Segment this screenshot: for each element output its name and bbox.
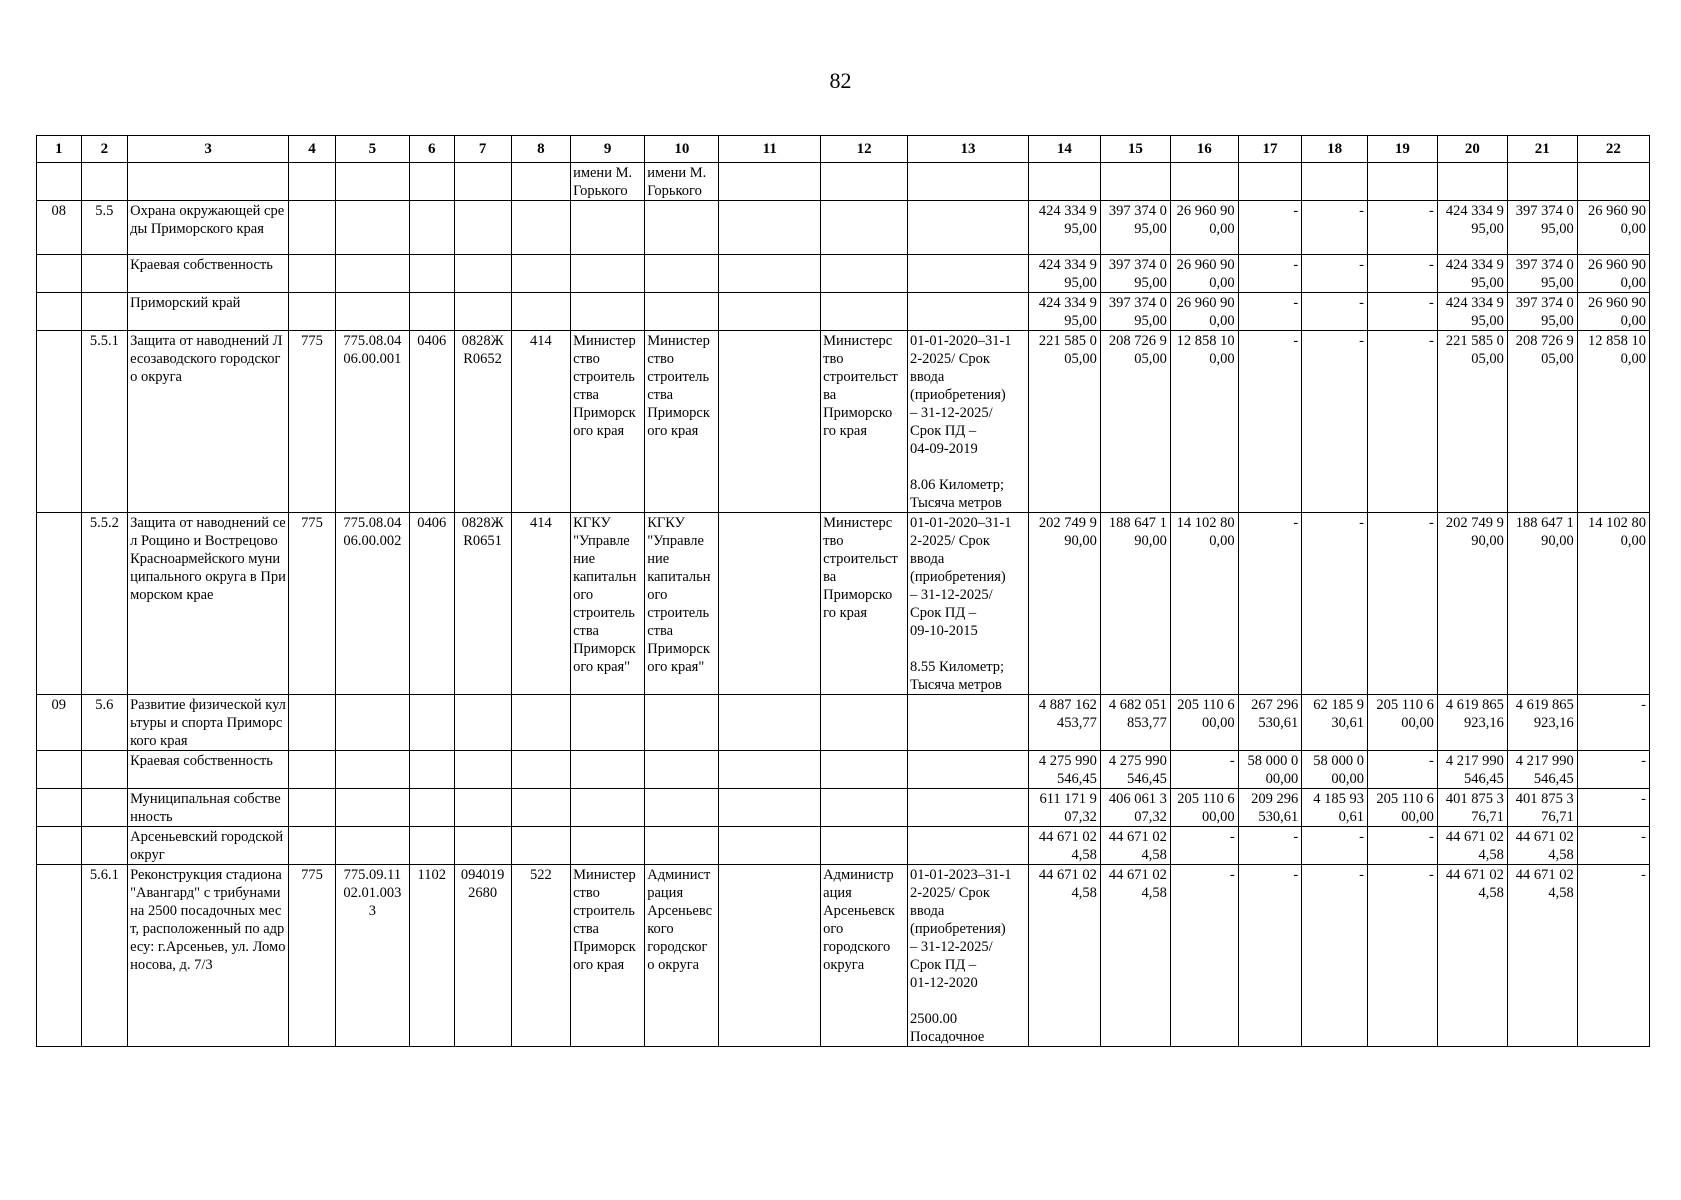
table-cell-col-15: 4 275 990 546,45 bbox=[1100, 751, 1170, 789]
col-header: 1 bbox=[37, 136, 82, 163]
table-cell-col-2 bbox=[81, 293, 128, 331]
table-cell-col-14: 424 334 9 95,00 bbox=[1028, 255, 1100, 293]
table-cell-col-21 bbox=[1507, 163, 1577, 201]
table-cell-col-16: 14 102 80 0,00 bbox=[1170, 513, 1238, 695]
table-cell-col-9: имени М. Горького bbox=[571, 163, 645, 201]
table-cell-col-11 bbox=[719, 163, 821, 201]
table-cell-col-12 bbox=[821, 789, 908, 827]
col-header: 14 bbox=[1028, 136, 1100, 163]
table-cell-col-9 bbox=[571, 255, 645, 293]
table-cell-col-22: 26 960 90 0,00 bbox=[1577, 201, 1649, 255]
table-cell-col-17: 267 296 530,61 bbox=[1238, 695, 1302, 751]
col-header: 3 bbox=[128, 136, 289, 163]
table-cell-col-3: Защита от наводнений сел Рощино и Вострецово Красноармейского муниципального округа в Приморском крае bbox=[128, 513, 289, 695]
table-cell-col-7 bbox=[454, 827, 511, 865]
table-cell-col-14: 424 334 9 95,00 bbox=[1028, 293, 1100, 331]
table-cell-col-2 bbox=[81, 827, 128, 865]
table-cell-col-2: 5.6 bbox=[81, 695, 128, 751]
table-cell-col-8 bbox=[511, 789, 570, 827]
table-cell-col-6 bbox=[410, 751, 455, 789]
col-header: 12 bbox=[821, 136, 908, 163]
table-cell-col-4 bbox=[289, 201, 336, 255]
table-cell-col-16: 26 960 90 0,00 bbox=[1170, 293, 1238, 331]
table-cell-col-8 bbox=[511, 751, 570, 789]
table-cell-col-2: 5.5 bbox=[81, 201, 128, 255]
budget-table bbox=[36, 135, 1650, 1047]
table-cell-col-13 bbox=[908, 827, 1029, 865]
table-cell-col-8 bbox=[511, 201, 570, 255]
table-cell-col-6: 0406 bbox=[410, 513, 455, 695]
table-cell-col-6 bbox=[410, 695, 455, 751]
table-cell-col-7 bbox=[454, 163, 511, 201]
table-cell-col-19: 205 110 6 00,00 bbox=[1367, 695, 1437, 751]
table-cell-col-20: 424 334 9 95,00 bbox=[1437, 293, 1507, 331]
col-header: 2 bbox=[81, 136, 128, 163]
table-cell-col-14: 4 887 162 453,77 bbox=[1028, 695, 1100, 751]
table-cell-col-7 bbox=[454, 255, 511, 293]
table-cell-col-2 bbox=[81, 751, 128, 789]
table-cell-col-19: - bbox=[1367, 513, 1437, 695]
table-cell-col-21: 397 374 0 95,00 bbox=[1507, 293, 1577, 331]
table-cell-col-13 bbox=[908, 293, 1029, 331]
table-cell-col-14: 4 275 990 546,45 bbox=[1028, 751, 1100, 789]
table-cell-col-12 bbox=[821, 827, 908, 865]
table-cell-col-17: - bbox=[1238, 865, 1302, 1047]
table-row bbox=[37, 293, 1650, 331]
table-cell-col-3: Защита от наводнений Лесозаводского городского округа bbox=[128, 331, 289, 513]
col-header: 15 bbox=[1100, 136, 1170, 163]
table-cell-col-19: - bbox=[1367, 827, 1437, 865]
table-cell-col-19: 205 110 6 00,00 bbox=[1367, 789, 1437, 827]
table-cell-col-19: - bbox=[1367, 255, 1437, 293]
table-cell-col-4 bbox=[289, 163, 336, 201]
table-row bbox=[37, 163, 1650, 201]
col-header: 16 bbox=[1170, 136, 1238, 163]
table-cell-col-16: 12 858 10 0,00 bbox=[1170, 331, 1238, 513]
table-cell-col-20: 202 749 9 90,00 bbox=[1437, 513, 1507, 695]
table-cell-col-12 bbox=[821, 163, 908, 201]
table-cell-col-20: 44 671 02 4,58 bbox=[1437, 827, 1507, 865]
table-cell-col-13 bbox=[908, 255, 1029, 293]
table-cell-col-16: - bbox=[1170, 751, 1238, 789]
table-cell-col-13: 01-01-2020–31-1 2-2025/ Срок ввода (приобретения) – 31-12-2025/ Срок ПД – 09-10-2015 8.55 Километр; Тысяча метров bbox=[908, 513, 1029, 695]
table-cell-col-13: 01-01-2023–31-1 2-2025/ Срок ввода (приобретения) – 31-12-2025/ Срок ПД – 01-12-2020 2500.00 Посадочное bbox=[908, 865, 1029, 1047]
table-cell-col-3: Муниципальная собственность bbox=[128, 789, 289, 827]
table-cell-col-2: 5.6.1 bbox=[81, 865, 128, 1047]
table-cell-col-21: 4 619 865 923,16 bbox=[1507, 695, 1577, 751]
table-row bbox=[37, 865, 1650, 1047]
table-cell-col-12 bbox=[821, 293, 908, 331]
table-cell-col-20: 4 619 865 923,16 bbox=[1437, 695, 1507, 751]
table-cell-col-18: - bbox=[1302, 201, 1368, 255]
table-cell-col-7: 094019 2680 bbox=[454, 865, 511, 1047]
table-cell-col-20: 401 875 3 76,71 bbox=[1437, 789, 1507, 827]
table-cell-col-1 bbox=[37, 751, 82, 789]
table-cell-col-18: 58 000 0 00,00 bbox=[1302, 751, 1368, 789]
table-cell-col-14 bbox=[1028, 163, 1100, 201]
table-cell-col-8 bbox=[511, 827, 570, 865]
table-cell-col-17: - bbox=[1238, 255, 1302, 293]
table-cell-col-22: - bbox=[1577, 865, 1649, 1047]
table-cell-col-9: КГКУ "Управле ние капитальн ого строитель ства Приморск ого края" bbox=[571, 513, 645, 695]
col-header: 7 bbox=[454, 136, 511, 163]
table-cell-col-4 bbox=[289, 695, 336, 751]
table-cell-col-17: 209 296 530,61 bbox=[1238, 789, 1302, 827]
table-cell-col-7: 0828Ж R0651 bbox=[454, 513, 511, 695]
table-row bbox=[37, 255, 1650, 293]
table-cell-col-15: 44 671 02 4,58 bbox=[1100, 827, 1170, 865]
table-cell-col-4 bbox=[289, 255, 336, 293]
table-cell-col-15: 188 647 1 90,00 bbox=[1100, 513, 1170, 695]
table-cell-col-21: 44 671 02 4,58 bbox=[1507, 865, 1577, 1047]
table-cell-col-10: Админист рация Арсеньевс кого городског о округа bbox=[645, 865, 719, 1047]
table-cell-col-10 bbox=[645, 293, 719, 331]
table-cell-col-2: 5.5.1 bbox=[81, 331, 128, 513]
table-cell-col-18: - bbox=[1302, 513, 1368, 695]
table-cell-col-5: 775.09.11 02.01.003 3 bbox=[335, 865, 409, 1047]
table-cell-col-1 bbox=[37, 255, 82, 293]
table-cell-col-9: Министер ство строитель ства Приморск ого края bbox=[571, 865, 645, 1047]
table-cell-col-7 bbox=[454, 695, 511, 751]
table-cell-col-11 bbox=[719, 513, 821, 695]
table-cell-col-18: - bbox=[1302, 827, 1368, 865]
table-cell-col-13: 01-01-2020–31-1 2-2025/ Срок ввода (приобретения) – 31-12-2025/ Срок ПД – 04-09-2019 8.06 Километр; Тысяча метров bbox=[908, 331, 1029, 513]
table-cell-col-2 bbox=[81, 255, 128, 293]
table-cell-col-1 bbox=[37, 827, 82, 865]
table-cell-col-9 bbox=[571, 751, 645, 789]
table-cell-col-4 bbox=[289, 293, 336, 331]
table-cell-col-16: 205 110 6 00,00 bbox=[1170, 695, 1238, 751]
table-cell-col-22: - bbox=[1577, 695, 1649, 751]
table-cell-col-8: 414 bbox=[511, 331, 570, 513]
col-header: 8 bbox=[511, 136, 570, 163]
table-cell-col-17: 58 000 0 00,00 bbox=[1238, 751, 1302, 789]
col-header: 4 bbox=[289, 136, 336, 163]
table-cell-col-20: 44 671 02 4,58 bbox=[1437, 865, 1507, 1047]
table-cell-col-11 bbox=[719, 751, 821, 789]
table-row bbox=[37, 751, 1650, 789]
table-cell-col-9 bbox=[571, 827, 645, 865]
table-cell-col-7 bbox=[454, 789, 511, 827]
table-cell-col-10 bbox=[645, 255, 719, 293]
table-row bbox=[37, 695, 1650, 751]
table-cell-col-14: 44 671 02 4,58 bbox=[1028, 827, 1100, 865]
table-cell-col-10: имени М. Горького bbox=[645, 163, 719, 201]
table-cell-col-6 bbox=[410, 255, 455, 293]
table-cell-col-3: Развитие физической культуры и спорта Приморского края bbox=[128, 695, 289, 751]
table-row bbox=[37, 789, 1650, 827]
table-cell-col-3: Реконструкция стадиона "Авангард" с трибунами на 2500 посадочных мест, расположенный по адресу: г.Арсеньев, ул. Ломоносова, д. 7/3 bbox=[128, 865, 289, 1047]
table-cell-col-1 bbox=[37, 789, 82, 827]
table-cell-col-6 bbox=[410, 201, 455, 255]
table-cell-col-21: 188 647 1 90,00 bbox=[1507, 513, 1577, 695]
col-header: 19 bbox=[1367, 136, 1437, 163]
table-cell-col-10 bbox=[645, 201, 719, 255]
table-cell-col-3: Приморский край bbox=[128, 293, 289, 331]
table-cell-col-19: - bbox=[1367, 865, 1437, 1047]
table-cell-col-2 bbox=[81, 163, 128, 201]
table-cell-col-11 bbox=[719, 331, 821, 513]
table-cell-col-13 bbox=[908, 695, 1029, 751]
table-cell-col-16 bbox=[1170, 163, 1238, 201]
table-cell-col-3: Краевая собственность bbox=[128, 255, 289, 293]
table-row bbox=[37, 513, 1650, 695]
table-cell-col-4: 775 bbox=[289, 865, 336, 1047]
table-cell-col-2 bbox=[81, 789, 128, 827]
table-cell-col-22: 12 858 10 0,00 bbox=[1577, 331, 1649, 513]
table-cell-col-10: КГКУ "Управле ние капитальн ого строитель ства Приморск ого края" bbox=[645, 513, 719, 695]
table-cell-col-8 bbox=[511, 163, 570, 201]
table-cell-col-5 bbox=[335, 789, 409, 827]
table-cell-col-1 bbox=[37, 293, 82, 331]
table-cell-col-11 bbox=[719, 789, 821, 827]
table-cell-col-8 bbox=[511, 255, 570, 293]
table-cell-col-16: 26 960 90 0,00 bbox=[1170, 201, 1238, 255]
table-cell-col-14: 424 334 9 95,00 bbox=[1028, 201, 1100, 255]
table-cell-col-12 bbox=[821, 751, 908, 789]
table-cell-col-9 bbox=[571, 789, 645, 827]
table-cell-col-7 bbox=[454, 293, 511, 331]
table-cell-col-6: 0406 bbox=[410, 331, 455, 513]
table-cell-col-20 bbox=[1437, 163, 1507, 201]
table-cell-col-15: 44 671 02 4,58 bbox=[1100, 865, 1170, 1047]
table-cell-col-3: Охрана окружающей среды Приморского края bbox=[128, 201, 289, 255]
table-cell-col-3: Арсеньевский городской округ bbox=[128, 827, 289, 865]
table-cell-col-12 bbox=[821, 201, 908, 255]
table-cell-col-22: - bbox=[1577, 751, 1649, 789]
table-cell-col-1 bbox=[37, 331, 82, 513]
table-cell-col-6 bbox=[410, 163, 455, 201]
table-cell-col-7 bbox=[454, 751, 511, 789]
table-cell-col-12 bbox=[821, 695, 908, 751]
table-cell-col-15 bbox=[1100, 163, 1170, 201]
table-cell-col-6: 1102 bbox=[410, 865, 455, 1047]
table-cell-col-7: 0828Ж R0652 bbox=[454, 331, 511, 513]
table-cell-col-18 bbox=[1302, 163, 1368, 201]
table-cell-col-15: 208 726 9 05,00 bbox=[1100, 331, 1170, 513]
table-cell-col-18: 62 185 9 30,61 bbox=[1302, 695, 1368, 751]
table-cell-col-2: 5.5.2 bbox=[81, 513, 128, 695]
table-cell-col-21: 4 217 990 546,45 bbox=[1507, 751, 1577, 789]
table-cell-col-1: 08 bbox=[37, 201, 82, 255]
table-cell-col-4 bbox=[289, 789, 336, 827]
col-header: 17 bbox=[1238, 136, 1302, 163]
table-cell-col-19: - bbox=[1367, 293, 1437, 331]
table-cell-col-1 bbox=[37, 865, 82, 1047]
table-cell-col-16: 205 110 6 00,00 bbox=[1170, 789, 1238, 827]
table-cell-col-13 bbox=[908, 163, 1029, 201]
table-cell-col-22 bbox=[1577, 163, 1649, 201]
table-cell-col-10 bbox=[645, 789, 719, 827]
table-cell-col-8 bbox=[511, 695, 570, 751]
table-cell-col-19 bbox=[1367, 163, 1437, 201]
table-cell-col-11 bbox=[719, 827, 821, 865]
table-cell-col-8 bbox=[511, 293, 570, 331]
table-cell-col-17: - bbox=[1238, 827, 1302, 865]
table-cell-col-14: 44 671 02 4,58 bbox=[1028, 865, 1100, 1047]
table-cell-col-1 bbox=[37, 513, 82, 695]
table-cell-col-4: 775 bbox=[289, 513, 336, 695]
table-cell-col-9 bbox=[571, 293, 645, 331]
col-header: 11 bbox=[719, 136, 821, 163]
table-cell-col-16: - bbox=[1170, 865, 1238, 1047]
table-cell-col-14: 202 749 9 90,00 bbox=[1028, 513, 1100, 695]
table-row bbox=[37, 331, 1650, 513]
table-cell-col-6 bbox=[410, 293, 455, 331]
table-cell-col-5: 775.08.04 06.00.002 bbox=[335, 513, 409, 695]
table-cell-col-17: - bbox=[1238, 513, 1302, 695]
table-cell-col-19: - bbox=[1367, 331, 1437, 513]
table-cell-col-18: - bbox=[1302, 865, 1368, 1047]
table-row bbox=[37, 201, 1650, 255]
table-cell-col-17: - bbox=[1238, 201, 1302, 255]
table-cell-col-4 bbox=[289, 751, 336, 789]
table-cell-col-13 bbox=[908, 751, 1029, 789]
table-cell-col-17: - bbox=[1238, 331, 1302, 513]
table-cell-col-5 bbox=[335, 255, 409, 293]
table-cell-col-5 bbox=[335, 201, 409, 255]
table-cell-col-3 bbox=[128, 163, 289, 201]
col-header: 9 bbox=[571, 136, 645, 163]
table-cell-col-20: 221 585 0 05,00 bbox=[1437, 331, 1507, 513]
col-header: 18 bbox=[1302, 136, 1368, 163]
table-cell-col-8: 522 bbox=[511, 865, 570, 1047]
table-row bbox=[37, 827, 1650, 865]
table-cell-col-15: 397 374 0 95,00 bbox=[1100, 255, 1170, 293]
table-cell-col-5 bbox=[335, 293, 409, 331]
table-cell-col-11 bbox=[719, 865, 821, 1047]
col-header: 21 bbox=[1507, 136, 1577, 163]
table-cell-col-21: 397 374 0 95,00 bbox=[1507, 201, 1577, 255]
table-cell-col-11 bbox=[719, 293, 821, 331]
col-header: 22 bbox=[1577, 136, 1649, 163]
table-cell-col-21: 208 726 9 05,00 bbox=[1507, 331, 1577, 513]
table-cell-col-21: 401 875 3 76,71 bbox=[1507, 789, 1577, 827]
table-cell-col-10 bbox=[645, 695, 719, 751]
table-cell-col-10 bbox=[645, 827, 719, 865]
table-cell-col-19: - bbox=[1367, 751, 1437, 789]
table-cell-col-12 bbox=[821, 255, 908, 293]
table-cell-col-4: 775 bbox=[289, 331, 336, 513]
table-cell-col-22: - bbox=[1577, 789, 1649, 827]
table-cell-col-9 bbox=[571, 695, 645, 751]
table-cell-col-13 bbox=[908, 789, 1029, 827]
table-cell-col-15: 406 061 3 07,32 bbox=[1100, 789, 1170, 827]
page-number: 82 bbox=[829, 68, 852, 93]
table-cell-col-5: 775.08.04 06.00.001 bbox=[335, 331, 409, 513]
table-cell-col-16: - bbox=[1170, 827, 1238, 865]
table-cell-col-17: - bbox=[1238, 293, 1302, 331]
header-row bbox=[37, 136, 1650, 163]
table-cell-col-22: 26 960 90 0,00 bbox=[1577, 255, 1649, 293]
table-cell-col-22: - bbox=[1577, 827, 1649, 865]
col-header: 5 bbox=[335, 136, 409, 163]
table-cell-col-1 bbox=[37, 163, 82, 201]
table-cell-col-10: Министер ство строитель ства Приморск ого края bbox=[645, 331, 719, 513]
table-cell-col-20: 4 217 990 546,45 bbox=[1437, 751, 1507, 789]
table-cell-col-7 bbox=[454, 201, 511, 255]
table-cell-col-20: 424 334 9 95,00 bbox=[1437, 255, 1507, 293]
table-cell-col-1: 09 bbox=[37, 695, 82, 751]
table-cell-col-15: 397 374 0 95,00 bbox=[1100, 201, 1170, 255]
table-cell-col-15: 4 682 051 853,77 bbox=[1100, 695, 1170, 751]
table-cell-col-18: - bbox=[1302, 293, 1368, 331]
table-cell-col-10 bbox=[645, 751, 719, 789]
table-cell-col-14: 221 585 0 05,00 bbox=[1028, 331, 1100, 513]
table-cell-col-16: 26 960 90 0,00 bbox=[1170, 255, 1238, 293]
table-cell-col-6 bbox=[410, 789, 455, 827]
table-cell-col-8: 414 bbox=[511, 513, 570, 695]
table-cell-col-4 bbox=[289, 827, 336, 865]
table-cell-col-3: Краевая собственность bbox=[128, 751, 289, 789]
table-cell-col-12: Министерс тво строительст ва Приморско го края bbox=[821, 331, 908, 513]
table-cell-col-20: 424 334 9 95,00 bbox=[1437, 201, 1507, 255]
table-cell-col-14: 611 171 9 07,32 bbox=[1028, 789, 1100, 827]
col-header: 20 bbox=[1437, 136, 1507, 163]
table-cell-col-5 bbox=[335, 751, 409, 789]
table-cell-col-22: 26 960 90 0,00 bbox=[1577, 293, 1649, 331]
table-cell-col-5 bbox=[335, 163, 409, 201]
table-cell-col-12: Министерс тво строительст ва Приморско го края bbox=[821, 513, 908, 695]
table-cell-col-6 bbox=[410, 827, 455, 865]
table-cell-col-19: - bbox=[1367, 201, 1437, 255]
col-header: 10 bbox=[645, 136, 719, 163]
table-cell-col-5 bbox=[335, 827, 409, 865]
table-cell-col-9 bbox=[571, 201, 645, 255]
table-cell-col-18: 4 185 93 0,61 bbox=[1302, 789, 1368, 827]
table-cell-col-11 bbox=[719, 201, 821, 255]
table-cell-col-18: - bbox=[1302, 331, 1368, 513]
col-header: 6 bbox=[410, 136, 455, 163]
table-cell-col-12: Администр ация Арсеньевск ого городского округа bbox=[821, 865, 908, 1047]
table-cell-col-21: 397 374 0 95,00 bbox=[1507, 255, 1577, 293]
table-cell-col-13 bbox=[908, 201, 1029, 255]
table-cell-col-15: 397 374 0 95,00 bbox=[1100, 293, 1170, 331]
table-cell-col-22: 14 102 80 0,00 bbox=[1577, 513, 1649, 695]
table-body bbox=[37, 136, 1650, 1047]
table-cell-col-18: - bbox=[1302, 255, 1368, 293]
table-cell-col-11 bbox=[719, 255, 821, 293]
col-header: 13 bbox=[908, 136, 1029, 163]
table-cell-col-17 bbox=[1238, 163, 1302, 201]
table-cell-col-11 bbox=[719, 695, 821, 751]
table-cell-col-21: 44 671 02 4,58 bbox=[1507, 827, 1577, 865]
table-cell-col-5 bbox=[335, 695, 409, 751]
table-cell-col-9: Министер ство строитель ства Приморск ого края bbox=[571, 331, 645, 513]
